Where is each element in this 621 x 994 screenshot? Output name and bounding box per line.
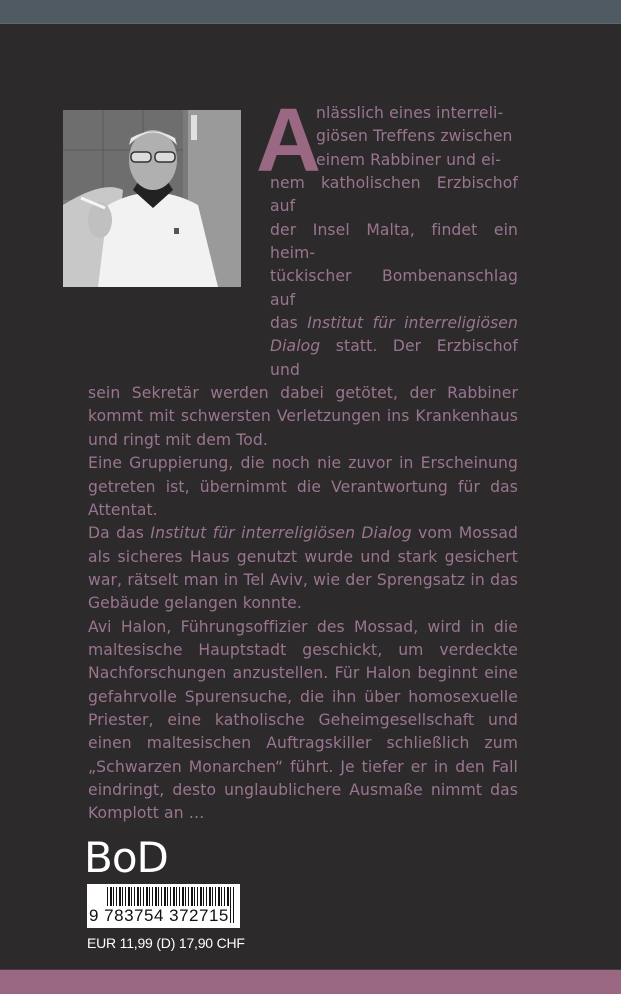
- blurb-text-span: vom Mossad als sicheres Haus genutzt wurde und stark gesichert war, rätselt man in Tel Aviv, wie der Sprengsatz in das Gebäude gelangen konnte.: [88, 524, 518, 613]
- isbn-barcode: [87, 884, 240, 928]
- price-label: EUR 11,99 (D) 17,90 CHF: [87, 935, 245, 951]
- blurb-line: nlässlich eines interreli-: [316, 104, 504, 122]
- blurb-paragraph-2: Eine Gruppierung, die noch nie zuvor in Erscheinung getreten ist, übernimmt die Verantwortung für das Attentat.: [88, 454, 518, 519]
- institute-name-italic: Institut für interreligiösen Dialog: [150, 524, 412, 543]
- blurb-line: Dialog statt. Der Erzbischof und: [270, 337, 518, 379]
- blurb-continuation: sein Sekretär werden dabei getötet, der Rabbiner kommt mit schwersten Verletzungen ins Krankenhaus und ringt mit dem Tod.: [88, 384, 518, 449]
- blurb-line: tückischer Bombenanschlag auf: [270, 267, 518, 309]
- blurb-line: [88, 312, 518, 335]
- blurb-text-span: Da das: [88, 524, 151, 543]
- isbn-digits: [89, 906, 239, 926]
- institute-name-italic: Institut für interreligiösen: [307, 314, 518, 333]
- institute-name-italic: Dialog: [270, 337, 321, 356]
- blurb-line: der Insel Malta, findet ein heim-: [270, 220, 518, 263]
- blurb-line: giösen Treffens zwischen: [316, 127, 513, 146]
- isbn-digits-text: 9 783754 372715: [89, 906, 229, 925]
- blurb-line: nem katholischen Erzbischof auf: [270, 174, 518, 216]
- blurb-text: [88, 102, 518, 826]
- blurb-line-text: das: [270, 314, 298, 333]
- publisher-logo: BoD: [84, 833, 168, 882]
- blurb-line: einem Rabbiner und ei-: [316, 150, 501, 169]
- blurb-paragraph-1: [88, 102, 518, 452]
- top-color-band: [0, 0, 621, 24]
- bottom-color-band: [0, 969, 621, 994]
- drop-cap-letter: A: [256, 91, 321, 191]
- blurb-paragraph-3: [88, 522, 518, 615]
- blurb-paragraph-4: Avi Halon, Führungsoffizier des Mossad, wird in die maltesische Hauptstadt geschickt, um verdeckte Nachforschungen anzustellen. Für Halon beginnt eine gefahrvolle Spurensuche, die ihn über homosexuelle Priester, eine katholische Geheimgesellschaft und einen maltesischen Auftragskiller schließlich zum „Schwarzen Monarchen“ führt. Je tiefer er in den Fall eindringt, desto unglaublichere Ausmaße nimmt das Komplott an …: [88, 617, 518, 823]
